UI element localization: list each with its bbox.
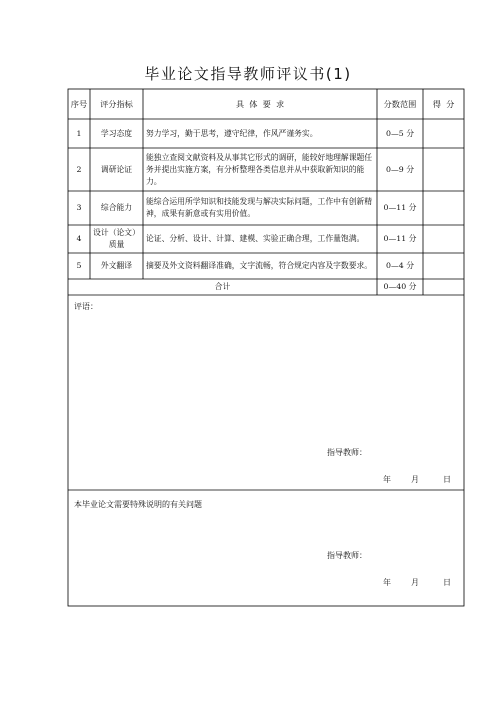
special-month-label: 月 [411,578,419,587]
row-1-score-cell[interactable] [423,119,464,148]
header-score: 得 分 [432,99,455,109]
comments-month-label: 月 [411,475,419,484]
total-label: 合计 [214,282,231,291]
row-3-no: 3 [76,203,82,212]
row-2-no: 2 [76,164,82,174]
row-1-range: 0—5 分 [386,128,414,138]
header-requirement: 具 体 要 求 [235,99,285,109]
special-notes-label: 本毕业论文需要特殊说明的有关问题 [74,500,202,509]
row-3-range: 0—11 分 [383,203,417,212]
row-4-range: 0—11 分 [383,234,417,243]
total-range: 0—40 分 [383,282,417,291]
row-4-no: 4 [76,234,82,243]
special-day-label: 日 [443,578,451,587]
special-year-label: 年 [383,578,391,587]
row-3-item: 综合能力 [100,203,133,212]
row-4-score-cell[interactable] [423,225,464,253]
header-range: 分数范围 [383,99,417,109]
comments-label: 评语： [74,302,98,311]
row-5-no: 5 [76,261,82,270]
comments-day-label: 日 [443,475,451,484]
row-5-requirement: 摘要及外文资料翻译准确，文字流畅，符合规定内容及字数要求。 [146,261,373,270]
row-2-score-cell[interactable] [423,148,464,191]
row-5-item: 外文翻译 [100,261,133,270]
header-item: 评分指标 [100,99,133,109]
row-1-requirement: 努力学习，勤于思考，遵守纪律，作风严谨务实。 [146,128,318,138]
row-4-item: 设计（论文）质量 [93,228,140,249]
row-5-range: 0—4 分 [386,261,414,270]
special-advisor-label: 指导教师： [327,551,367,560]
comments-advisor-label: 指导教师： [327,448,367,457]
row-2-requirement: 能独立查阅文献资料及从事其它形式的调研，能较好地理解课题任务并提出实施方案，有分析整理各类信息并从中获取新知识的能力。 [146,152,373,186]
row-1-no: 1 [76,128,82,138]
header-no: 序号 [70,99,88,109]
row-3-score-cell[interactable] [423,191,464,225]
row-5-score-cell[interactable] [423,253,464,279]
total-score-cell[interactable] [423,279,464,295]
row-2-item: 调研论证 [100,164,133,174]
comments-year-label: 年 [383,475,391,484]
row-1-item: 学习态度 [100,128,133,138]
row-4-requirement: 论证、分析、设计、计算、建模、实验正确合理，工作量饱满。 [146,234,365,243]
row-3-requirement: 能综合运用所学知识和技能发现与解决实际问题，工作中有创新精神，成果有新意或有实用价值。 [146,197,373,218]
row-2-range: 0—9 分 [386,164,414,174]
page-title: 毕业论文指导教师评议书(1) [144,65,352,83]
